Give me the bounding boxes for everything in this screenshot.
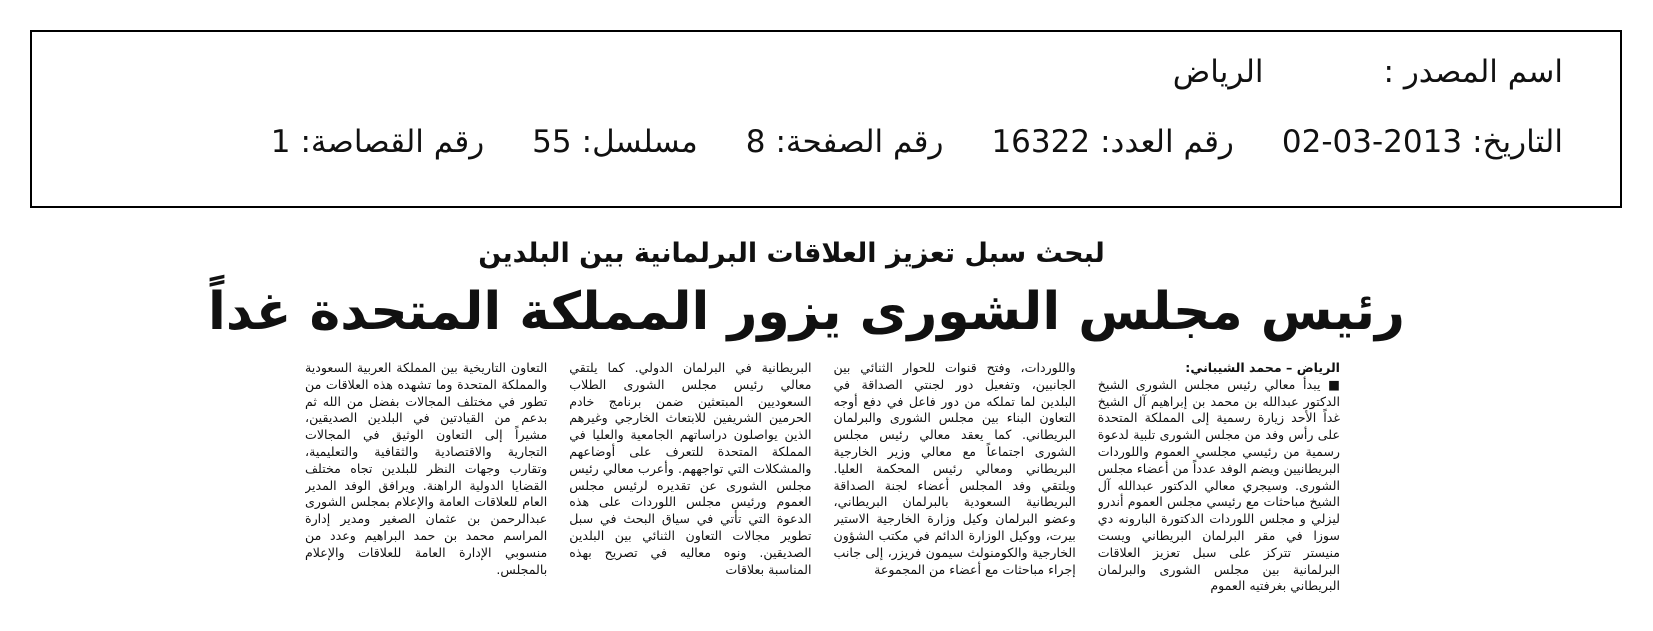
source-label: اسم المصدر : [1383, 54, 1563, 90]
column-1-text: ■ يبدأ معالي رئيس مجلس الشورى الشيخ الدكتور عبدالله بن محمد بن إبراهيم آل الشيخ غداً الأحد زيارة رسمية إلى المملكة المتحدة على رأس وفد من مجلس الشورى تلبية لدعوة رسمية من رئيسي مجلسي العموم واللوردات البريطانيين ويضم الوفد عدداً من أعضاء مجلس الشورى. وسيجري معالي الدكتور عبدالله آل الشيخ مباحثات مع رئيسي مجلس العموم أندرو ليزلي و مجلس اللوردات الدكتورة البارونه دي سوزا في مقر البرلمان البريطاني ويست منيستر تتركز على سبل تعزيز العلاقات البرلمانية بين مجلس الشورى والبرلمان البريطاني بغرفتيه العموم [1097, 376, 1340, 594]
details-line [271, 124, 1563, 160]
page-value: 8 [745, 124, 766, 160]
page-label: رقم الصفحة: [775, 124, 944, 160]
article-column-3 [569, 360, 811, 620]
column-3-text: البريطانية في البرلمان الدولي. كما يلتقي معالي رئيس مجلس الشورى الطلاب السعوديين المبتعثين ضمن برنامج خادم الحرمين الشريفين للابتعاث الخارجي وغيرهم الذين يواصلون دراساتهم الجامعية والعليا في المملكة المتحدة للتعرف على أوضاعهم والمشكلات التي تواجههم. وأعرب معالي رئيس مجلس الشورى عن تقديره لرئيس مجلس العموم ورئيس مجلس اللوردات على هذه الدعوة التي تأتي في سياق البحث في سبل تطوير مجالات التعاون الثنائي بين البلدين الصديقين. ونوه معاليه في تصريح بهذه المناسبة بعلاقات [569, 360, 812, 577]
issue-label: رقم العدد: [1100, 124, 1234, 160]
date-value: 2013-03-02 [1281, 124, 1463, 160]
headline-text: رئيس مجلس الشورى يزور المملكة المتحدة غداً [208, 282, 1405, 342]
clipping-metadata-box [30, 30, 1622, 208]
article-body [305, 360, 1340, 620]
source-value: الرياض [1172, 54, 1264, 90]
column-2-text: واللوردات، وفتح قنوات للحوار الثنائي بين الجانبين، وتفعيل دور لجنتي الصداقة في البلدين لما تملكه من دور فاعل في دفع أوجه التعاون البناء بين مجلس الشورى والبرلمان البريطاني. كما يعقد معالي رئيس مجلس الشورى اجتماعاً مع معالي وزير الخارجية البريطاني ومعالي رئيس المحكمة العليا. ويلتقي وفد المجلس أعضاء لجنة الصداقة البريطانية السعودية بالبرلمان البريطاني، وعضو البرلمان وكيل وزارة الخارجية الاستير بيرت، ووكيل الوزارة الدائم في مكتب الشؤون الخارجية والكومنولث سيمون فريزر، إلى جانب إجراء مباحثات مع أعضاء من المجموعة [833, 360, 1076, 577]
issue-value: 16322 [991, 124, 1091, 160]
article-column-4 [305, 360, 547, 620]
kicker-text: لبحث سبل تعزيز العلاقات البرلمانية بين البلدين [478, 238, 1105, 269]
column-4-text: التعاون التاريخية بين المملكة العربية السعودية والمملكة المتحدة وما تشهده هذه العلاقات من تطور في مختلف المجالات بفضل من الله ثم بدعم من القيادتين في البلدين الصديقين، مشيراً إلى التعاون الوثيق في المجالات التجارية والاقتصادية والثقافية والتعليمية، وتقارب وجهات النظر للبلدين تجاه مختلف القضايا الدولية الراهنة. ويرافق الوفد المدير العام للعلاقات العامة والإعلام بمجلس الشورى عبدالرحمن بن عثمان الصغير ومدير إدارة المراسم محمد بن حمد البراهيم وعدد من منسوبي الإدارة العامة للعلاقات والإعلام بالمجلس. [305, 360, 548, 577]
article-column-2 [834, 360, 1076, 620]
date-label: التاريخ: [1472, 124, 1563, 160]
article-column-1 [1098, 360, 1340, 620]
article-kicker [0, 238, 1653, 269]
source-line [1173, 54, 1563, 90]
serial-value: 55 [532, 124, 572, 160]
article-headline [0, 282, 1653, 342]
clip-label: رقم القصاصة: [300, 124, 485, 160]
clip-value: 1 [270, 124, 291, 160]
serial-label: مسلسل: [581, 124, 698, 160]
byline: الرياض – محمد الشيباني: [1185, 360, 1340, 375]
